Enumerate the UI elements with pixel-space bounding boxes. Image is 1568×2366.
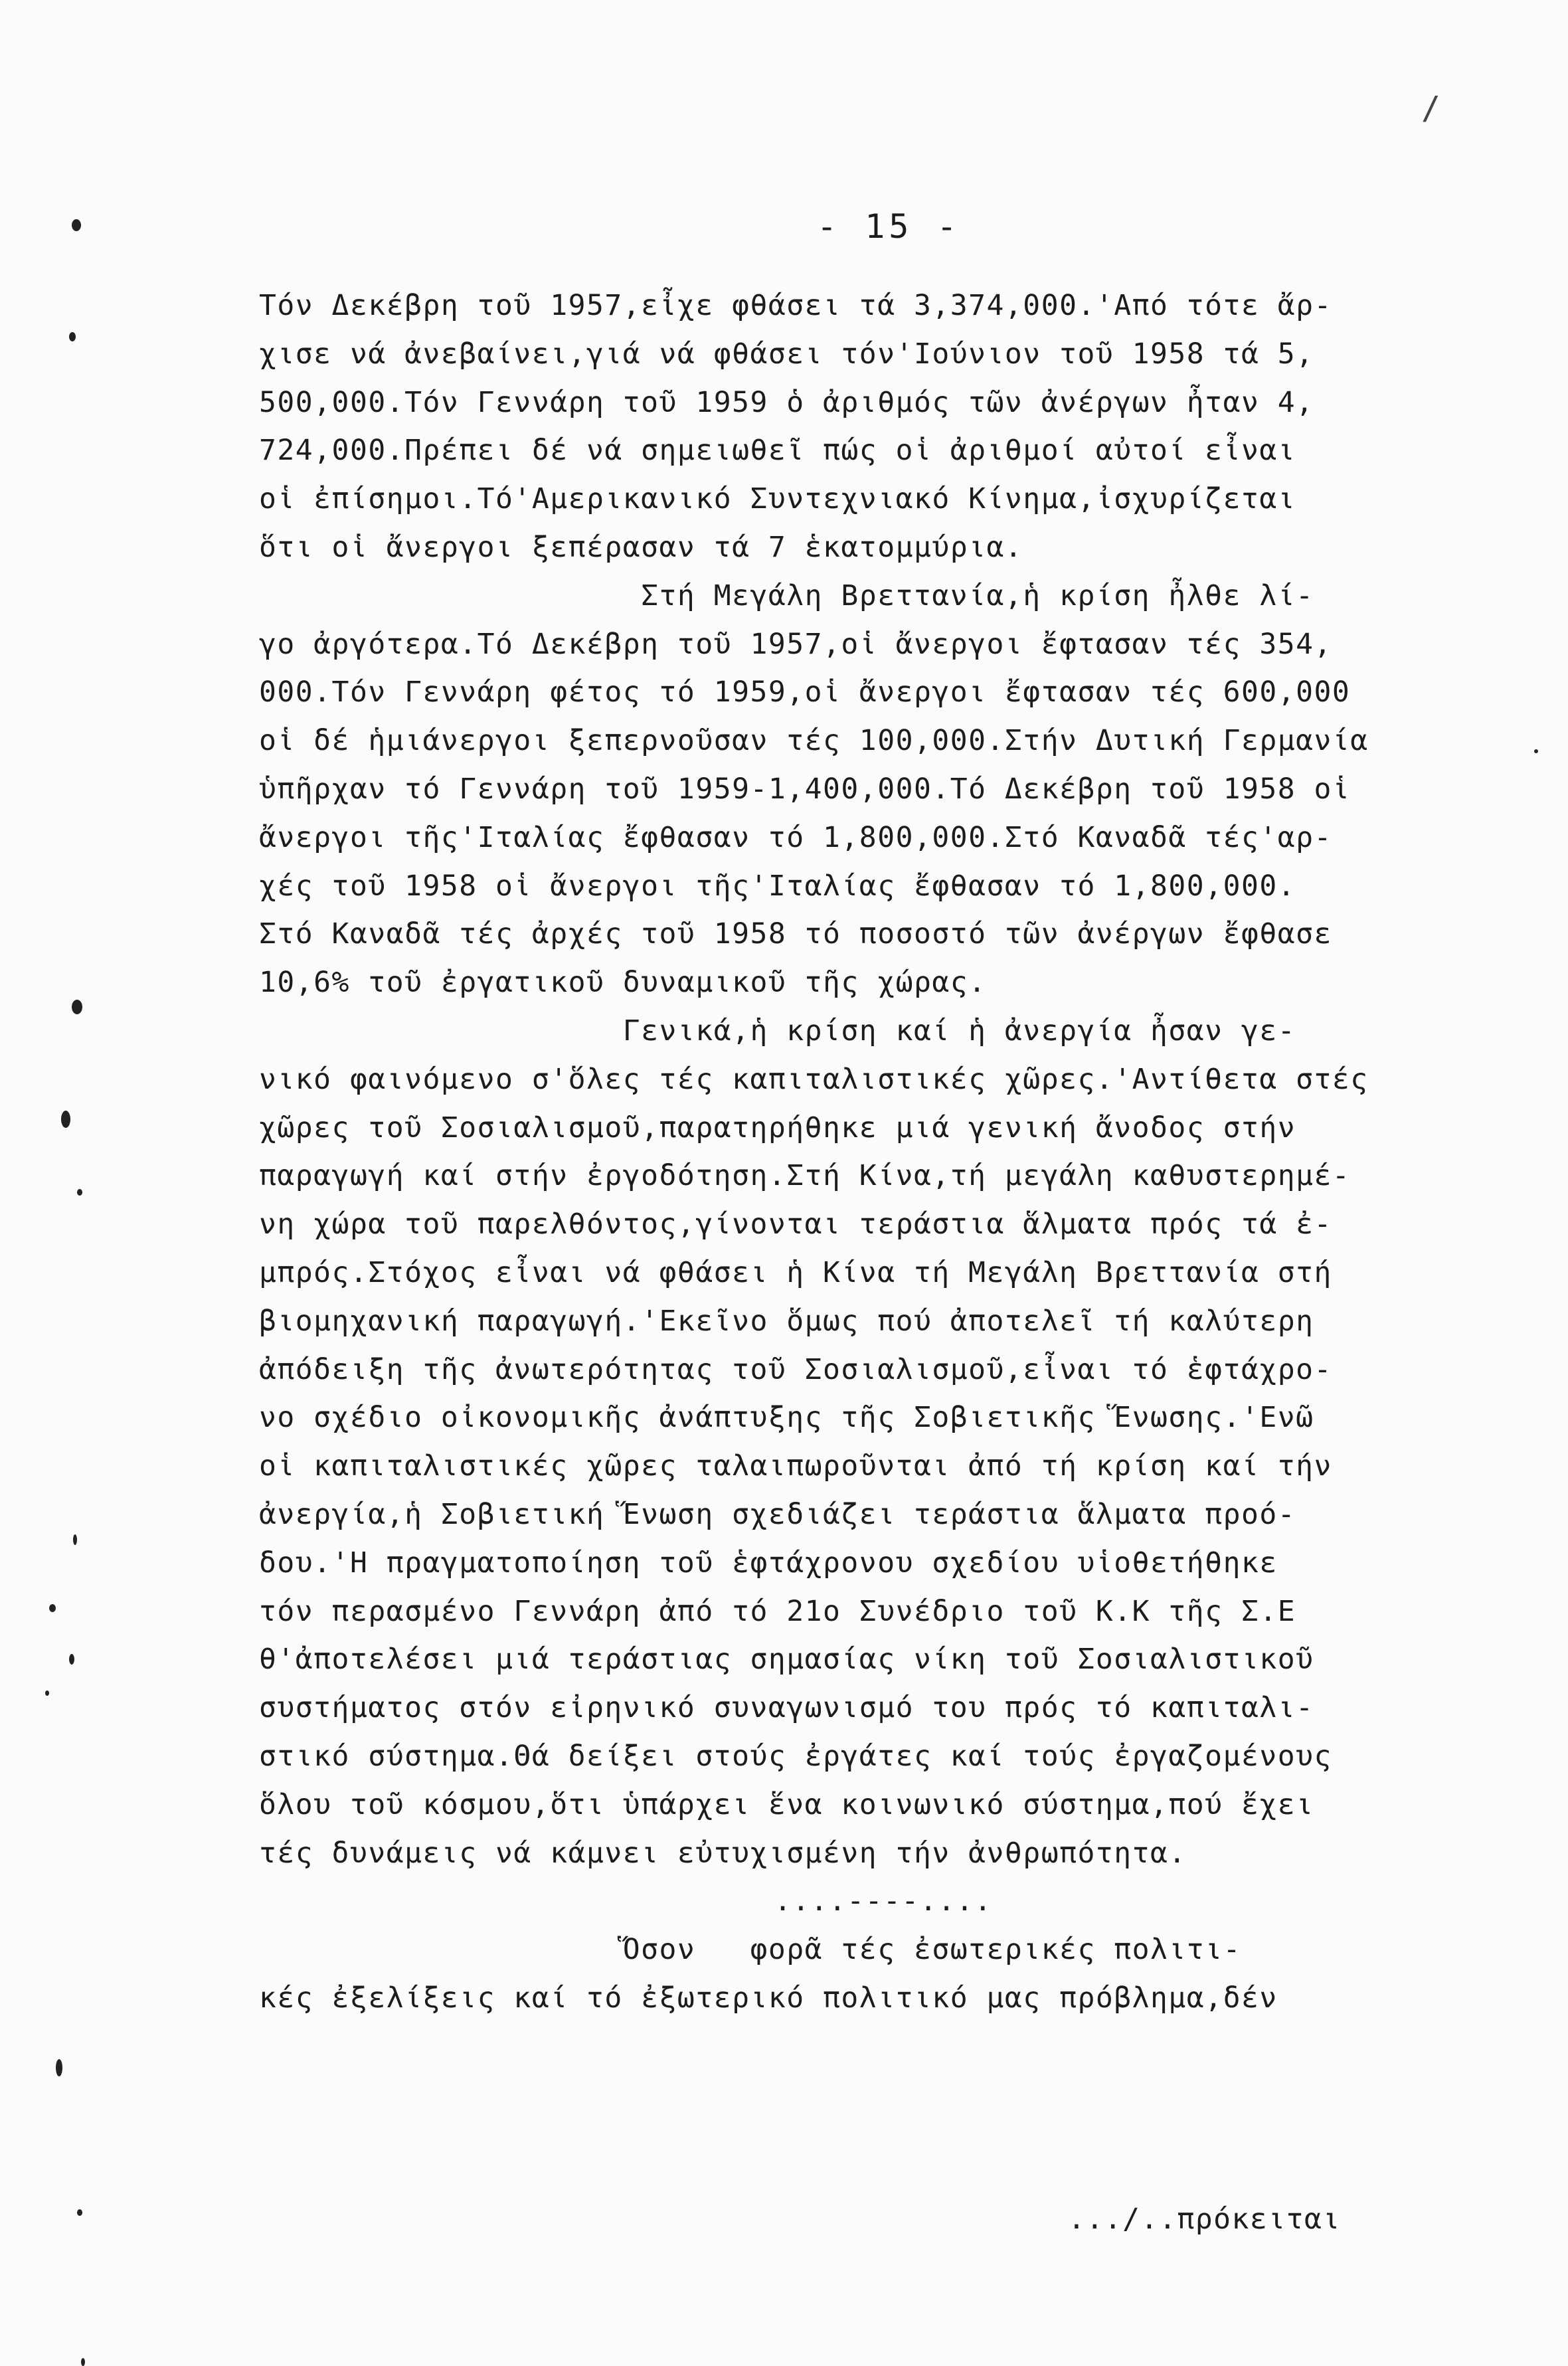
text-line: ἀπόδειξη τῆς ἀνωτερότητας τοῦ Σοσιαλισμοῦ,εἶναι τό ἑφτάχρο-: [259, 1352, 1332, 1386]
text-line: Στή Μεγάλη Βρεττανία,ἡ κρίση ἦλθε λί-: [259, 579, 1314, 612]
text-line: νο σχέδιο οἰκονομικῆς ἀνάπτυξης τῆς Σοβιετικῆς Ἕνωσης.'Ενῶ: [259, 1401, 1314, 1435]
text-line: βιομηχανική παραγωγή.'Εκεῖνο ὅμως πού ἀποτελεῖ τή καλύτερη: [259, 1304, 1314, 1338]
text-line: χισε νά ἀνεβαίνει,γιά νά φθάσει τόν'Ιούνιον τοῦ 1958 τά 5,: [259, 337, 1314, 371]
scan-speck: [56, 2059, 62, 2076]
scan-speck: [45, 1690, 49, 1696]
scan-speck: [73, 1534, 77, 1545]
text-line: οἱ δέ ἡμιάνεργοι ξεπερνοῦσαν τές 100,000.Στήν Δυτική Γερμανία: [259, 724, 1369, 758]
scan-speck: [69, 332, 76, 341]
scan-speck: [77, 1189, 82, 1196]
text-line: γο ἀργότερα.Τό Δεκέβρη τοῦ 1957,οἱ ἄνεργοι ἔφτασαν τές 354,: [259, 627, 1332, 661]
scan-speck: [77, 2209, 82, 2216]
text-line: οἱ καπιταλιστικές χῶρες ταλαιπωροῦνται ἀπό τή κρίση καί τήν: [259, 1449, 1332, 1483]
text-line: στικό σύστημα.Θά δείξει στούς ἐργάτες καί τούς ἐργαζομένους: [259, 1739, 1332, 1773]
text-line: δου.'Η πραγματοποίηση τοῦ ἑφτάχρονου σχεδίου υἱοθετήθηκε: [259, 1546, 1278, 1580]
text-line: ὅλου τοῦ κόσμου,ὅτι ὑπάρχει ἕνα κοινωνικό σύστημα,πού ἔχει: [259, 1787, 1314, 1821]
text-line: Τόν Δεκέβρη τοῦ 1957,εἶχε φθάσει τά 3,374,000.'Από τότε ἄρ-: [259, 289, 1332, 322]
text-line: ἄνεργοι τῆς'Ιταλίας ἔφθασαν τό 1,800,000.Στό Καναδᾶ τές'αρ-: [259, 820, 1332, 854]
text-line: μπρός.Στόχος εἶναι νά φθάσει ἡ Κίνα τή Μεγάλη Βρεττανία στή: [259, 1255, 1332, 1289]
body-text: [259, 282, 1448, 2023]
text-line: χῶρες τοῦ Σοσιαλισμοῦ,παρατηρήθηκε μιά γενική ἄνοδος στήν: [259, 1111, 1296, 1144]
text-line: 724,000.Πρέπει δέ νά σημειωθεῖ πώς οἱ ἀριθμοί αὐτοί εἶναι: [259, 434, 1296, 468]
corner-mark: /: [1421, 90, 1440, 127]
section-separator: ....----....: [774, 1884, 993, 1918]
text-line: Στό Καναδᾶ τές ἀρχές τοῦ 1958 τό ποσοστό τῶν ἀνέργων ἔφθασε: [259, 917, 1332, 951]
scan-speck: [72, 1000, 82, 1014]
text-line: οἱ ἐπίσημοι.Τό'Αμερικανικό Συντεχνιακό Κίνημα,ἰσχυρίζεται: [259, 482, 1296, 516]
text-line: κές ἐξελίξεις καί τό ἐξωτερικό πολιτικό μας πρόβλημα,δέν: [259, 1981, 1278, 2015]
text-line: παραγωγή καί στήν ἐργοδότηση.Στή Κίνα,τή μεγάλη καθυστερημέ-: [259, 1159, 1351, 1193]
text-line: 500,000.Τόν Γεννάρη τοῦ 1959 ὁ ἀριθμός τῶν ἀνέργων ἦταν 4,: [259, 385, 1314, 419]
text-line: Ὅσον φορᾶ τές ἐσωτερικές πολιτι-: [259, 1933, 1241, 1967]
text-line: συστήματος στόν εἰρηνικό συναγωνισμό του πρός τό καπιταλι-: [259, 1691, 1314, 1725]
text-line: τόν περασμένο Γεννάρη ἀπό τό 21ο Συνέδριο τοῦ Κ.Κ τῆς Σ.Ε: [259, 1594, 1296, 1628]
text-line: θ'ἀποτελέσει μιά τεράστιας σημασίας νίκη τοῦ Σοσιαλιστικοῦ: [259, 1643, 1314, 1677]
continuation-marker: .../..πρόκειται: [1068, 2203, 1341, 2236]
scan-speck: [49, 1604, 56, 1612]
text-line: χές τοῦ 1958 οἱ ἄνεργοι τῆς'Ιταλίας ἔφθασαν τό 1,800,000.: [259, 869, 1296, 903]
scan-speck: [69, 1654, 74, 1665]
text-line: ὑπῆρχαν τό Γεννάρη τοῦ 1959-1,400,000.Τό Δεκέβρη τοῦ 1958 οἱ: [259, 772, 1351, 806]
scan-speck: [72, 219, 81, 231]
scan-speck: [81, 2358, 85, 2366]
scan-speck: [61, 1111, 70, 1128]
text-line: ἀνεργία,ἡ Σοβιετική Ἕνωση σχεδιάζει τεράστια ἅλματα προό-: [259, 1497, 1296, 1531]
text-line: 10,6% τοῦ ἐργατικοῦ δυναμικοῦ τῆς χώρας.: [259, 966, 987, 1000]
text-line: νη χώρα τοῦ παρελθόντος,γίνονται τεράστια ἅλματα πρός τά ἐ-: [259, 1208, 1332, 1241]
text-line: τές δυνάμεις νά κάμνει εὐτυχισμένη τήν ἀνθρωπότητα.: [259, 1836, 1187, 1870]
page-number: - 15 -: [817, 207, 961, 246]
text-line: ὅτι οἱ ἄνεργοι ξεπέρασαν τά 7 ἑκατομμύρια.: [259, 530, 1023, 564]
scan-speck: [1534, 749, 1538, 753]
text-line: Γενικά,ἡ κρίση καί ἡ ἀνεργία ἦσαν γε-: [259, 1014, 1296, 1047]
text-line: νικό φαινόμενο σ'ὅλες τές καπιταλιστικές χῶρες.'Αντίθετα στές: [259, 1062, 1369, 1096]
text-line: 000.Τόν Γεννάρη φέτος τό 1959,οἱ ἄνεργοι ἔφτασαν τές 600,000: [259, 676, 1351, 709]
